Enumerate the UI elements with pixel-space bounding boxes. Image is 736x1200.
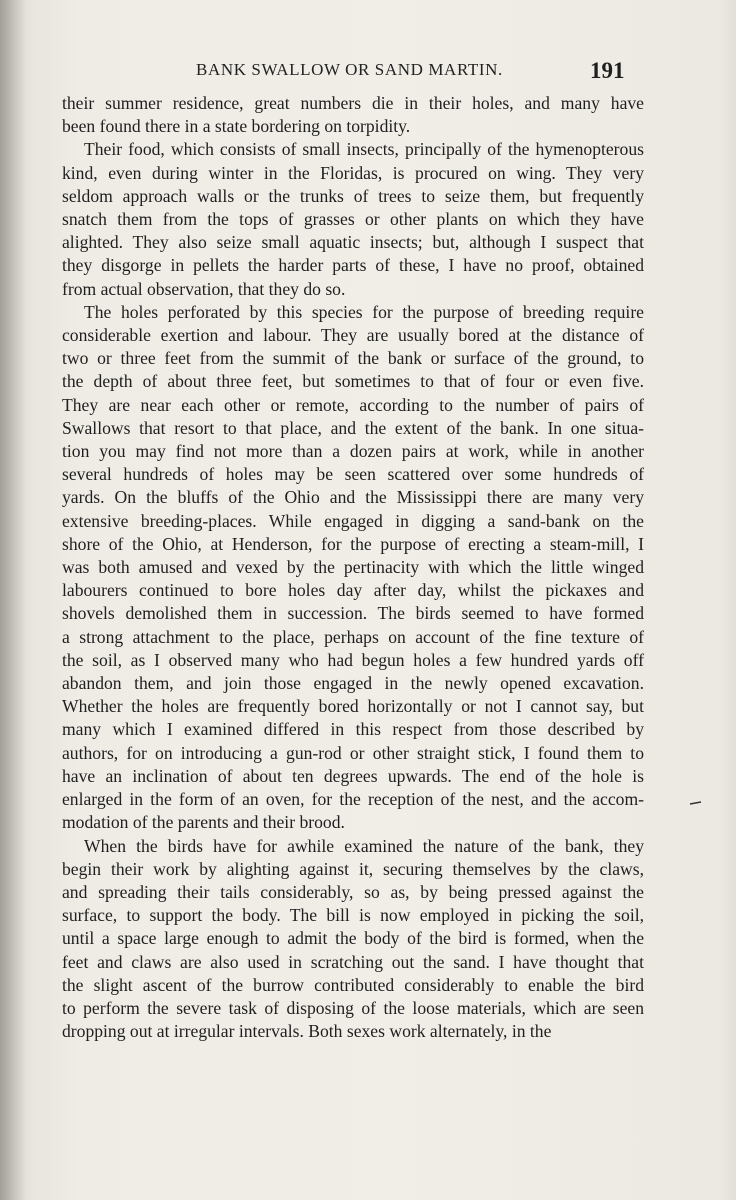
text-line: shovels demolished them in succession. The birds seemed to have formed: [62, 603, 644, 624]
text-line: feet and claws are also used in scratching out the sand. I have thought that: [62, 951, 644, 972]
text-line: yards. On the bluffs of the Ohio and the Mississippi there are many very: [62, 487, 644, 508]
text-line: to perform the severe task of disposing of the loose materials, which are seen: [62, 997, 644, 1018]
text-line: dropping out at irregular intervals. Both sexes work alternately, in the: [62, 1021, 552, 1042]
text-line: Whether the holes are frequently bored horizontally or not I cannot say, but: [62, 696, 644, 717]
text-line: and spreading their tails considerably, so as, by being pressed against the: [62, 881, 644, 902]
spine-shadow: [0, 0, 26, 1200]
text-line: abandon them, and join those engaged in the newly opened excavation.: [62, 673, 644, 694]
paragraph: [62, 835, 644, 1044]
page-title: BANK SWALLOW OR SAND MARTIN.: [196, 60, 503, 79]
text-line: authors, for on introducing a gun-rod or other straight stick, I found them to: [62, 742, 644, 763]
text-line: tion you may find not more than a dozen pairs at work, while in another: [62, 441, 644, 462]
text-line: begin their work by alighting against it, securing themselves by the claws,: [62, 858, 644, 879]
page-number: 191: [590, 58, 625, 83]
text-line: two or three feet from the summit of the bank or surface of the ground, to: [62, 348, 644, 369]
text-line: a strong attachment to the place, perhaps on account of the fine texture of: [62, 626, 644, 647]
text-line: Their food, which consists of small insects, principally of the hymenopterous: [84, 139, 644, 160]
text-line: was both amused and vexed by the pertinacity with which the little winged: [62, 557, 644, 578]
text-line: the soil, as I observed many who had begun holes a few hundred yards off: [62, 649, 644, 670]
text-line: extensive breeding-places. While engaged in digging a sand-bank on the: [62, 510, 644, 531]
text-line: enlarged in the form of an oven, for the reception of the nest, and the accom-: [62, 789, 644, 810]
text-line: until a space large enough to admit the body of the bird is formed, when the: [62, 928, 644, 949]
text-line: their summer residence, great numbers die in their holes, and many have: [62, 93, 644, 113]
text-line: The holes perforated by this species for the purpose of breeding require: [84, 301, 644, 322]
paragraph: [62, 301, 644, 835]
text-line: Swallows that resort to that place, and the extent of the bank. In one situa-: [62, 417, 644, 438]
body-text: [62, 92, 644, 1043]
running-head: [0, 60, 736, 90]
text-line: considerable exertion and labour. They are usually bored at the distance of: [62, 325, 644, 346]
text-line: seldom approach walls or the trunks of trees to seize them, but frequently: [62, 185, 644, 206]
text-line: several hundreds of holes may be seen scattered over some hundreds of: [62, 464, 644, 485]
margin-mark: [689, 801, 703, 805]
text-line: many which I examined differed in this respect from those described by: [62, 719, 644, 740]
text-line: they disgorge in pellets the harder parts of these, I have no proof, obtained: [62, 255, 644, 276]
paragraph: [62, 92, 644, 138]
text-line: When the birds have for awhile examined the nature of the bank, they: [84, 835, 644, 856]
text-line: kind, even during winter in the Floridas, is procured on wing. They very: [62, 162, 644, 183]
text-line: have an inclination of about ten degrees upwards. The end of the hole is: [62, 765, 644, 786]
text-line: from actual observation, that they do so.: [62, 278, 346, 299]
text-line: the depth of about three feet, but sometimes to that of four or even five.: [62, 371, 644, 392]
text-line: They are near each other or remote, according to the number of pairs of: [62, 394, 644, 415]
text-line: snatch them from the tops of grasses or other plants on which they have: [62, 209, 644, 230]
text-line: modation of the parents and their brood.: [62, 812, 345, 833]
text-line: shore of the Ohio, at Henderson, for the purpose of erecting a steam-mill, I: [62, 533, 644, 554]
text-line: labourers continued to bore holes day after day, whilst the pickaxes and: [62, 580, 644, 601]
text-line: been found there in a state bordering on torpidity.: [62, 116, 411, 137]
text-line: the slight ascent of the burrow contributed considerably to enable the bird: [62, 974, 644, 995]
text-line: surface, to support the body. The bill is now employed in picking the soil,: [62, 905, 644, 926]
text-line: alighted. They also seize small aquatic insects; but, although I suspect that: [62, 232, 644, 253]
paragraph: [62, 138, 644, 300]
